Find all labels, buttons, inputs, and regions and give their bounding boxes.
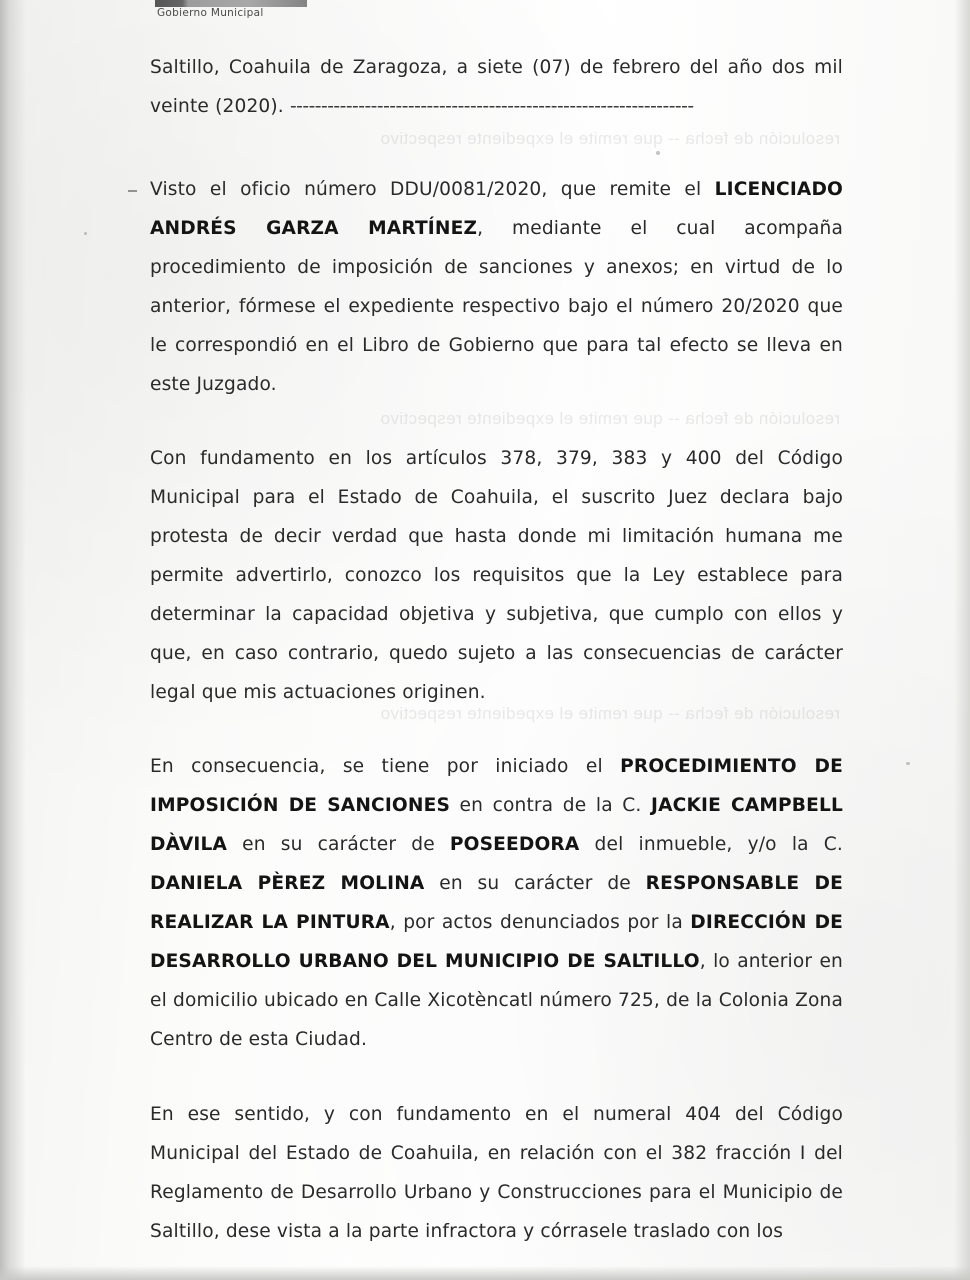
- paragraph-procedimiento: [150, 747, 850, 1059]
- scan-speck: [906, 762, 910, 765]
- paragraph-oficio: [150, 170, 850, 404]
- document-body: [150, 48, 850, 1251]
- poseedora-name: JACKIE CAMPBELL DÀVILA: [150, 795, 850, 855]
- paragraph-date: [150, 48, 850, 126]
- procedimiento-text-i: en su carácter de: [424, 873, 646, 894]
- direccion-denunciante: DIRECCIÓN DE DESARROLLO URBANO DEL MUNICIPIO DE SALTILLO: [150, 912, 850, 972]
- letterhead: [155, 0, 315, 22]
- oficio-text-a: Visto el oficio número DDU/0081/2020, que remite el: [150, 179, 715, 200]
- letterhead-subtitle: Gobierno Municipal: [157, 7, 264, 19]
- scan-edge-bottom: [0, 1266, 970, 1280]
- poseedora-role: POSEEDORA: [449, 834, 580, 855]
- stray-pen-mark: [128, 190, 137, 192]
- municipal-logo: [155, 0, 307, 7]
- procedimiento-text-c: en contra de la C.: [449, 795, 652, 816]
- paragraph-vista-traslado: En ese sentido, y con fundamento en el numeral 404 del Código Municipal del Estado de Coahuila, en relación con el 382 fracción I del Reglamento de Desarrollo Urbano y Construcciones para el Municipio de Saltillo, dese vista a la parte infractora y córrasele traslado con los: [150, 1104, 850, 1242]
- scan-edge-left: [0, 0, 26, 1280]
- oficio-text-c: , mediante el cual acompaña procedimiento de imposición de sanciones y anexos; en virtud de lo anterior, fórmese el expediente respectivo bajo el número 20/2020 que le correspondió en el Libro de Gobierno que para tal efecto se lleva en este Juzgado.: [150, 218, 850, 395]
- bleed-through-text: resolución de fecha -- que remite el expediente respectivo: [380, 409, 840, 428]
- procedimiento-text-a: En consecuencia, se tiene por iniciado el: [150, 756, 621, 777]
- date-line-text: Saltillo, Coahuila de Zaragoza, a siete (07) de febrero del año dos mil veinte (2020).: [150, 57, 850, 117]
- responsable-role: RESPONSABLE DE REALIZAR LA PINTURA: [150, 873, 850, 933]
- paragraph-fundamento: Con fundamento en los artículos 378, 379, 383 y 400 del Código Municipal para el Estado de Coahuila, el suscrito Juez declara bajo protesta de decir verdad que hasta donde mi limitación humana me permite advertirlo, conozco los requisitos que la Ley establece para determinar la capacidad objetiva y subjetiva, que cumplo con ellos y que, en caso contrario, quedo sujeto a las consecuencias de carácter legal que mis actuaciones originen.: [150, 448, 850, 703]
- procedimiento-title: PROCEDIMIENTO DE IMPOSICIÓN DE SANCIONES: [150, 756, 850, 816]
- licenciado-name: LICENCIADO ANDRÉS GARZA MARTÍNEZ: [150, 179, 850, 239]
- scan-speck: [84, 232, 87, 235]
- procedimiento-text-m: , lo anterior en el domicilio ubicado en Calle Xicotèncatl número 725, de la Colonia Zona Centro de esta Ciudad.: [150, 951, 850, 1050]
- procedimiento-text-g: del inmueble, y/o la C.: [579, 834, 850, 855]
- bleed-through-text: resolución de fecha -- que remite el expediente respectivo: [380, 129, 840, 148]
- bleed-through-text: resolución de fecha -- que remite el expediente respectivo: [380, 704, 840, 723]
- date-line-dashes: -----------------------------------------------------------------: [289, 96, 694, 117]
- scan-edge-right: [954, 0, 970, 1280]
- responsable-name: DANIELA PÈREZ MOLINA: [150, 873, 425, 894]
- procedimiento-text-k: , por actos denunciados por la: [389, 912, 691, 933]
- procedimiento-text-e: en su carácter de: [227, 834, 450, 855]
